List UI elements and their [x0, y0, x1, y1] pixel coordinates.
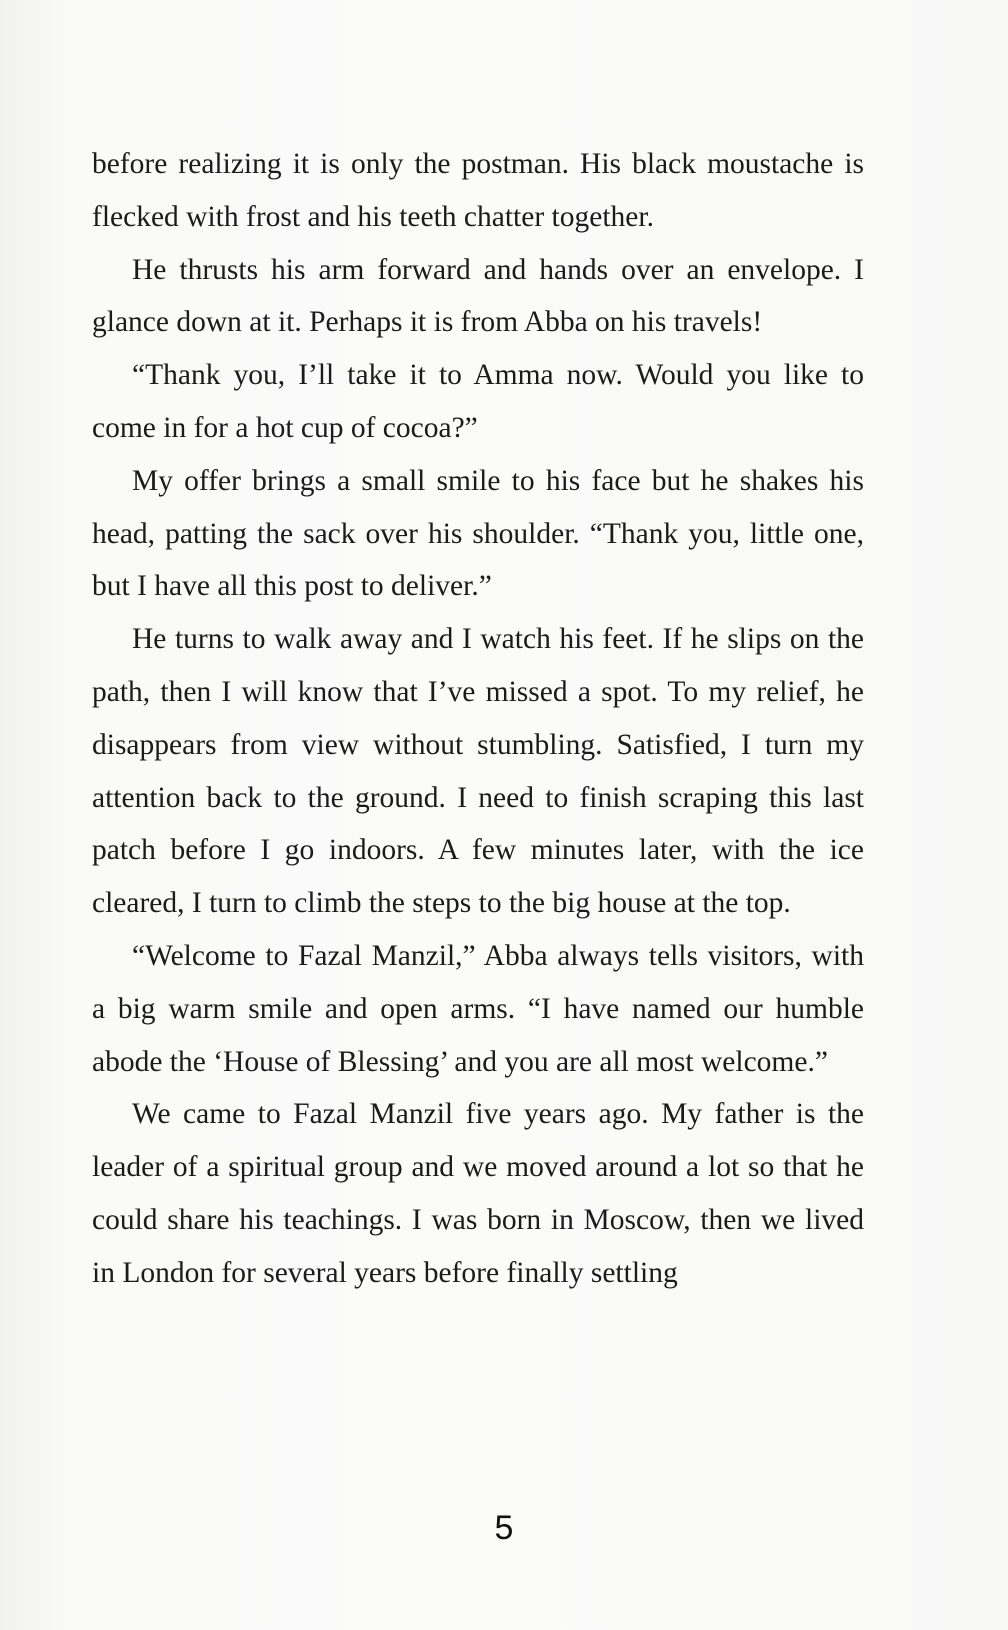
paragraph: He thrusts his arm forward and hands over an envelope. I glance down at it. Perhaps it is from Abba on his travels!	[92, 253, 864, 339]
paragraph: “Welcome to Fazal Manzil,” Abba always tells visitors, with a big warm smile and open arms. “I have named our humble abode the ‘House of Blessing’ and you are all most welcome.”	[92, 939, 864, 1078]
body-text	[92, 138, 864, 1300]
paragraph: My offer brings a small smile to his face but he shakes his head, patting the sack over his shoulder. “Thank you, little one, but I have all this post to deliver.”	[92, 464, 864, 603]
page-number: 5	[494, 1509, 514, 1547]
paragraph-continued: before realizing it is only the postman. His black moustache is flecked with frost and his teeth chatter together.	[92, 148, 864, 233]
paragraph: We came to Fazal Manzil five years ago. My father is the leader of a spiritual group and we moved around a lot so that he could share his teachings. I was born in Moscow, then we lived in London for several years before finally settling	[92, 1098, 864, 1289]
paragraph: He turns to walk away and I watch his feet. If he slips on the path, then I will know that I’ve missed a spot. To my relief, he disappears from view without stumbling. Satisfied, I turn my attention back to the ground. I need to finish scraping this last patch before I go indoors. A few minutes later, with the ice cleared, I turn to climb the steps to the big house at the top.	[92, 623, 864, 920]
paragraph: “Thank you, I’ll take it to Amma now. Would you like to come in for a hot cup of cocoa?”	[92, 359, 864, 444]
